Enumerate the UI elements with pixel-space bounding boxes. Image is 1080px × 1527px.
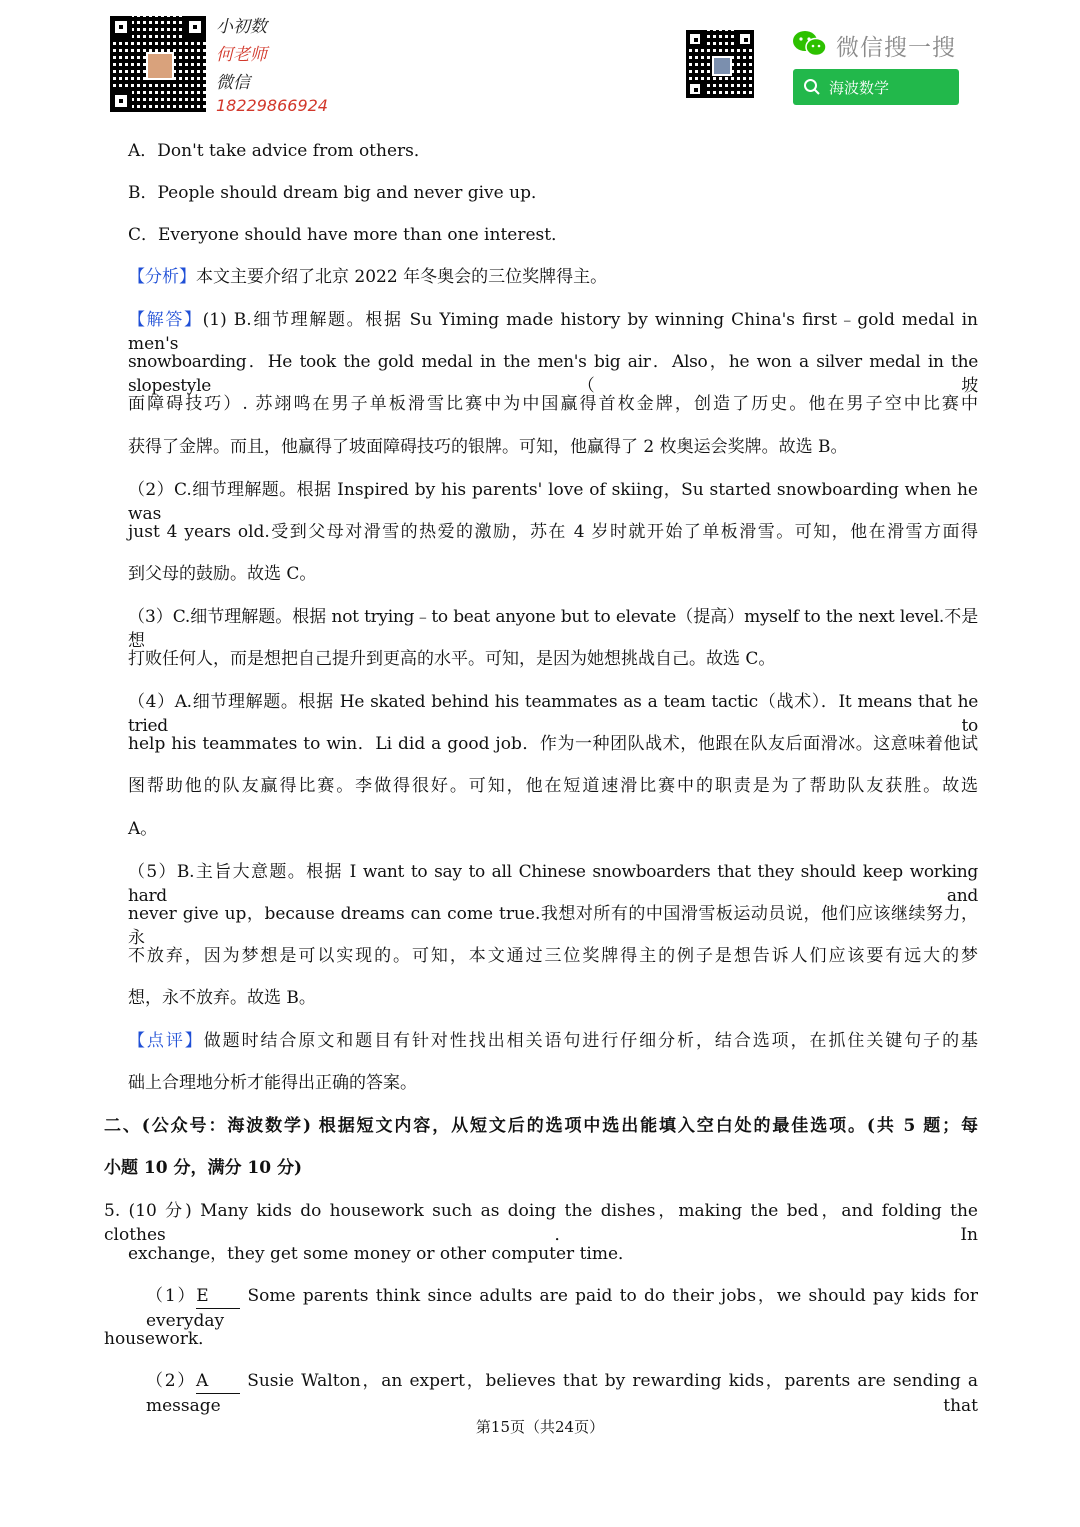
comment-tag: 【点评】 — [128, 1031, 204, 1051]
answer-line-5: （2）C.细节理解题。根据 Inspired by his parents' love of skiing，Su started snowboarding when he was — [128, 480, 978, 524]
answer-line-7: 到父母的鼓励。故选 C。 — [128, 564, 317, 584]
wechat-search-label: 微信搜一搜 — [836, 35, 956, 61]
answer-line-14: （5）B.主旨大意题。根据 I want to say to all Chinese snowboarders that they should keep working hard and — [128, 862, 978, 906]
answer-tag: 【解答】 — [128, 310, 203, 330]
search-box[interactable] — [793, 69, 959, 105]
qr-caption-line3: 微信 — [216, 73, 250, 93]
blank2-number: （2） — [146, 1371, 197, 1391]
answer-line-12: 图帮助他的队友赢得比赛。李做得很好。可知，他在短道速滑比赛中的职责是为了帮助队友获胜。故选 — [128, 776, 978, 796]
answer-line-6: just 4 years old.受到父母对滑雪的热爱的激励，苏在 4 岁时就开始了单板滑雪。可知，他在滑雪方面得 — [128, 522, 978, 542]
answer-line-4: 获得了金牌。而且，他赢得了坡面障碍技巧的银牌。可知，他赢得了 2 枚奥运会奖牌。故选 B。 — [128, 437, 848, 457]
option-a: A．Don't take advice from others． — [128, 141, 431, 161]
qr-caption-phone: 18229866924 — [216, 96, 328, 115]
left-qr-code — [110, 16, 206, 112]
comment-line-2: 础上合理地分析才能得出正确的答案。 — [128, 1073, 417, 1093]
question5-line-1: 5. (10 分) Many kids do housework such as doing the dishes，making the bed，and folding the clothes．In — [104, 1201, 978, 1245]
wechat-icon — [792, 30, 828, 58]
answer-line-9: 打败任何人，而是想把自己提升到更高的水平。可知，是因为她想挑战自己。故选 C。 — [128, 649, 776, 669]
blank1-text: Some parents think since adults are paid to do their jobs，we should pay kids for everyday — [146, 1286, 979, 1331]
search-icon — [803, 78, 821, 96]
comment-line-1 — [128, 1029, 978, 1053]
section2-heading-2: 小题 10 分，满分 10 分) — [104, 1158, 303, 1178]
question5-blank-1 — [146, 1284, 978, 1333]
answer-line-8: （3）C.细节理解题。根据 not trying﹣to beat anyone but to elevate（提高）myself to the next level.不是想 — [128, 607, 978, 651]
option-c: C．Everyone should have more than one interest． — [128, 225, 569, 245]
right-qr-code — [686, 30, 754, 98]
answer-line-3: 面障碍技巧）. 苏翊鸣在男子单板滑雪比赛中为中国赢得首枚金牌，创造了历史。他在男子空中比赛中 — [128, 394, 978, 414]
answer-line-15: never give up，because dreams can come true.我想对所有的中国滑雪板运动员说，他们应该继续努力，永 — [128, 904, 978, 948]
search-box-text: 海波数学 — [829, 78, 890, 97]
qr-caption-line1: 小初数 — [216, 17, 267, 37]
answer-line-17: 想，永不放弃。故选 B。 — [128, 988, 316, 1008]
blank2-answer: A — [196, 1369, 240, 1394]
question5-blank-1-cont: housework． — [104, 1329, 216, 1349]
question5-blank-2 — [146, 1369, 978, 1418]
blank1-number: （1） — [146, 1286, 197, 1306]
answer-line-16: 不放弃，因为梦想是可以实现的。可知，本文通过三位奖牌得主的例子是想告诉人们应该要有远大的梦 — [128, 946, 978, 966]
answer-line-1 — [128, 308, 978, 356]
analysis-text: 本文主要介绍了北京 2022 年冬奥会的三位奖牌得主。 — [196, 267, 608, 287]
option-b: B．People should dream big and never give up． — [128, 183, 548, 203]
analysis-tag: 【分析】 — [128, 267, 196, 287]
page-number: 第15页（共24页） — [475, 1418, 605, 1436]
answer-line-2: snowboarding．He took the gold medal in the men's big air．Also，he won a silver medal in the slopestyle（坡 — [128, 352, 978, 396]
blank2-text: Susie Walton，an expert，believes that by rewarding kids，parents are sending a message that — [146, 1371, 979, 1416]
answer-line-11: help his teammates to win．Li did a good job．作为一种团队战术，他跟在队友后面滑冰。这意味着他试 — [128, 734, 978, 754]
section2-heading-1: 二、(公众号：海波数学) 根据短文内容，从短文后的选项中选出能填入空白处的最佳选项。(共 5 题；每 — [104, 1116, 978, 1136]
answer-line-10: （4）A.细节理解题。根据 He skated behind his teammates as a team tactic（战术）．It means that he tried to — [128, 692, 978, 736]
analysis — [128, 265, 978, 289]
qr-caption-line2: 何老师 — [216, 45, 267, 65]
answer-text-1: (1) B.细节理解题。根据 Su Yiming made history by winning China's first﹣gold medal in men's — [128, 310, 978, 354]
question5-line-2: exchange，they get some money or other computer time． — [128, 1244, 636, 1264]
blank1-answer: E — [196, 1284, 240, 1309]
comment-text-1: 做题时结合原文和题目有针对性找出相关语句进行仔细分析，结合选项，在抓住关键句子的基 — [203, 1031, 979, 1051]
avatar — [146, 52, 174, 80]
answer-line-13: A。 — [128, 819, 158, 839]
